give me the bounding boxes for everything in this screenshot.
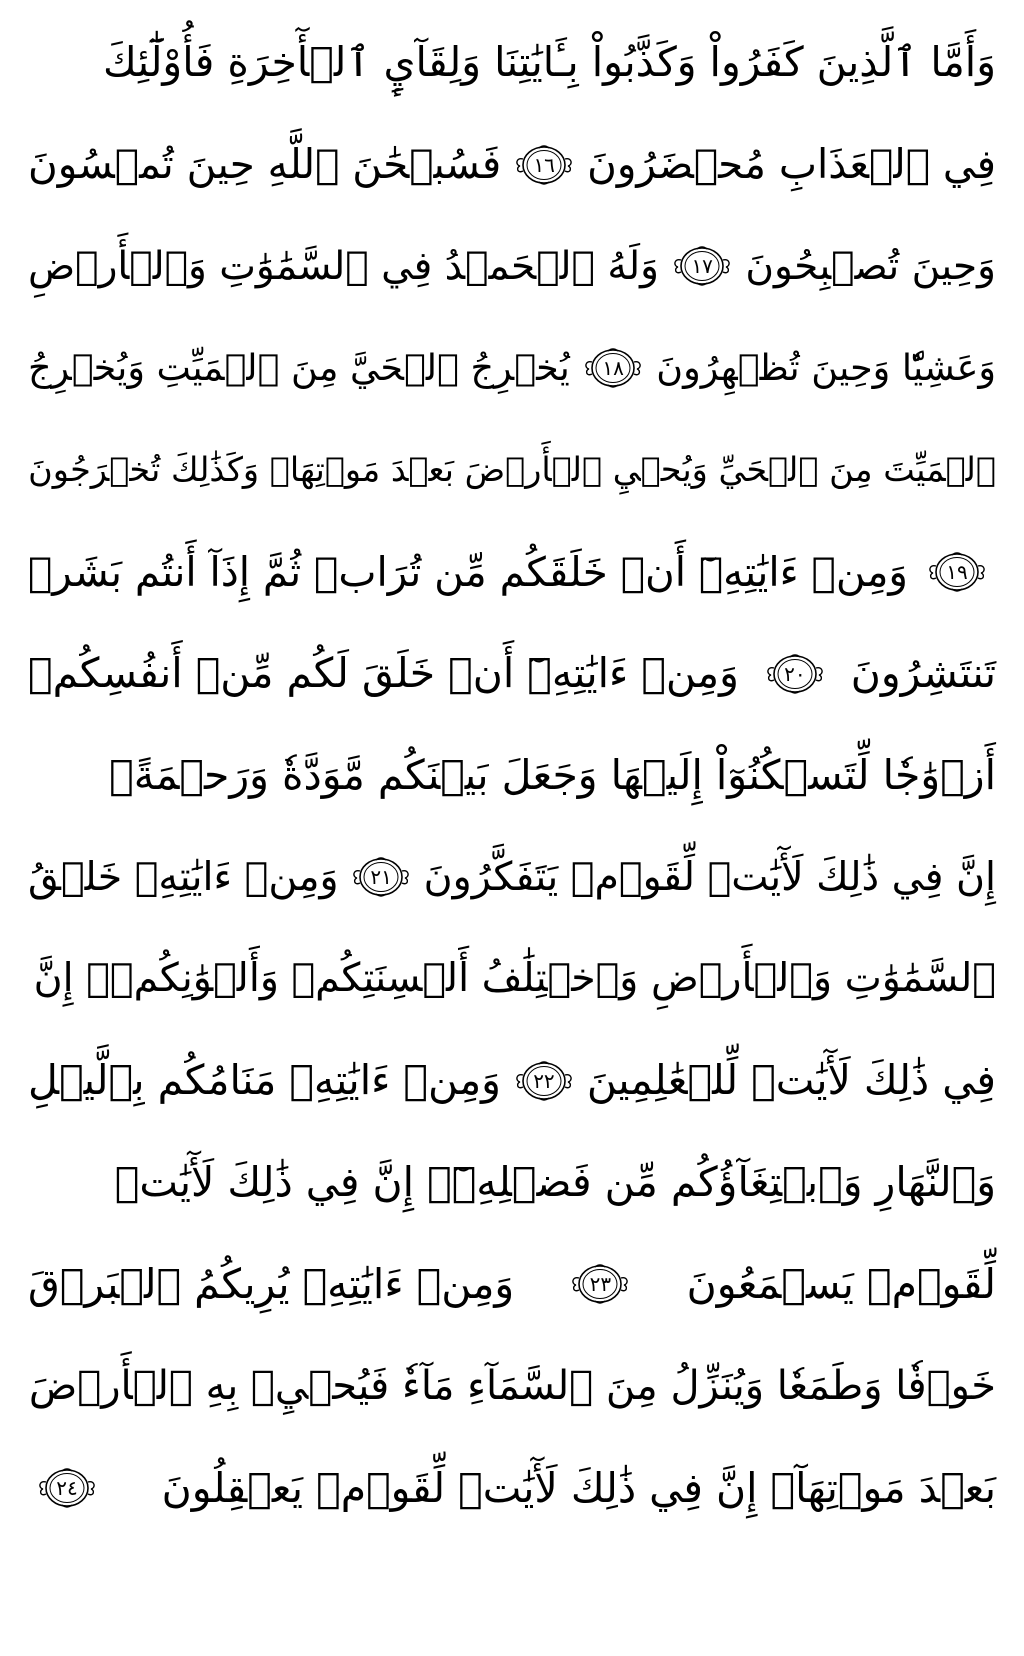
verse-text: فَسُبۡحَٰنَ ٱللَّهِ حِينَ تُمۡسُونَ (28, 140, 502, 189)
verse-text: وَأَمَّا ٱلَّذِينَ كَفَرُواْ وَكَذَّبُواْ بِـَٔايَٰتِنَا وَلِقَآيِٕ ٱلۡأٓخِرَةِ فَأُوْلَٰٓئِكَ (103, 38, 996, 87)
verse-text: وَعَشِيّٗا وَحِينَ تُظۡهِرُونَ (656, 346, 996, 390)
verse-end-marker (511, 1060, 577, 1102)
verse-text: فِي ٱلۡعَذَابِ مُحۡضَرُونَ (587, 140, 996, 189)
verse-number: ٢٠ (784, 661, 806, 686)
verse-text: يُخۡرِجُ ٱلۡحَيَّ مِنَ ٱلۡمَيِّتِ وَيُخۡرِجُ (28, 346, 570, 390)
text-line (28, 826, 996, 928)
text-line (28, 317, 996, 419)
verse-text: فِي ذَٰلِكَ لَأٓيَٰتٖ لِّلۡعَٰلِمِينَ (586, 1056, 996, 1105)
verse-text: تَنتَشِرُونَ (850, 649, 996, 698)
verse-end-marker (762, 653, 828, 695)
verse-end-marker (669, 245, 735, 287)
text-line (28, 623, 996, 725)
verse-text: وَلَهُ ٱلۡحَمۡدُ فِي ٱلسَّمَٰوَٰتِ وَٱلۡأَرۡضِ (28, 243, 659, 289)
text-line (28, 114, 996, 216)
verse-end-marker (580, 347, 646, 389)
verse-text: لِّقَوۡمٖ يَسۡمَعُونَ (686, 1259, 996, 1308)
verse-number: ٢٣ (589, 1272, 612, 1297)
verse-end-marker (34, 1467, 100, 1509)
verse-text: ٱلۡمَيِّتَ مِنَ ٱلۡحَيِّ وَيُحۡيِ ٱلۡأَرۡضَ بَعۡدَ مَوۡتِهَاۚ وَكَذَٰلِكَ تُخۡرَجُونَ (28, 450, 996, 490)
text-line (28, 12, 996, 114)
verse-end-marker (924, 551, 990, 593)
text-line (28, 216, 996, 318)
verse-number: ١٨ (602, 356, 624, 381)
text-line (28, 521, 996, 623)
verse-number: ١٦ (533, 152, 555, 177)
verse-text: وَحِينَ تُصۡبِحُونَ (745, 243, 996, 289)
text-line (28, 1335, 996, 1437)
verse-number: ٢٢ (533, 1068, 555, 1093)
verse-text: وَمِنۡ ءَايَٰتِهِۦ يُرِيكُمُ ٱلۡبَرۡقَ (28, 1259, 515, 1308)
verse-text: وَمِنۡ ءَايَٰتِهِۦٓ أَنۡ خَلَقَ لَكُم مِّنۡ أَنفُسِكُمۡ (28, 649, 739, 698)
verse-number: ١٧ (691, 254, 713, 279)
quran-text-block (28, 12, 996, 1642)
verse-text: وَمِنۡ ءَايَٰتِهِۦٓ أَنۡ خَلَقَكُم مِّن تُرَابٖ ثُمَّ إِذَآ أَنتُم بَشَرٞ (28, 547, 908, 596)
verse-end-marker (348, 856, 414, 898)
verse-number: ٢٤ (56, 1476, 78, 1501)
text-line (28, 1132, 996, 1234)
verse-text: وَمِنۡ ءَايَٰتِهِۦ مَنَامُكُم بِٱلَّيۡلِ (28, 1056, 501, 1105)
verse-number: ٢١ (370, 865, 392, 890)
text-line (28, 1234, 996, 1336)
verse-end-marker (511, 144, 577, 186)
verse-text: إِنَّ فِي ذَٰلِكَ لَأٓيَٰتٖ لِّقَوۡمٖ يَتَفَكَّرُونَ (423, 853, 996, 900)
text-line (28, 419, 996, 521)
verse-text: وَٱلنَّهَارِ وَٱبۡتِغَآؤُكُم مِّن فَضۡلِهِۦٓۚ إِنَّ فِي ذَٰلِكَ لَأٓيَٰتٖ (114, 1158, 996, 1207)
verse-text: بَعۡدَ مَوۡتِهَآۚ إِنَّ فِي ذَٰلِكَ لَأٓيَٰتٖ لِّقَوۡمٖ يَعۡقِلُونَ (161, 1463, 996, 1512)
text-line (28, 1437, 996, 1539)
text-line (28, 1030, 996, 1132)
text-line (28, 928, 996, 1030)
verse-text: أَزۡوَٰجٗا لِّتَسۡكُنُوٓاْ إِلَيۡهَا وَجَعَلَ بَيۡنَكُم مَّوَدَّةٗ وَرَحۡمَةًۚ (109, 750, 996, 799)
verse-text: ٱلسَّمَٰوَٰتِ وَٱلۡأَرۡضِ وَٱخۡتِلَٰفُ أَلۡسِنَتِكُمۡ وَأَلۡوَٰنِكُمۡۚ إِنَّ (33, 955, 996, 1002)
text-line (28, 725, 996, 827)
verse-text: وَمِنۡ ءَايَٰتِهِۦ خَلۡقُ (28, 853, 339, 900)
verse-end-marker (567, 1263, 633, 1305)
verse-text: خَوۡفٗا وَطَمَعٗا وَيُنَزِّلُ مِنَ ٱلسَّمَآءِ مَآءٗ فَيُحۡيِۦ بِهِ ٱلۡأَرۡضَ (28, 1363, 996, 1410)
verse-number: ١٩ (946, 559, 968, 584)
